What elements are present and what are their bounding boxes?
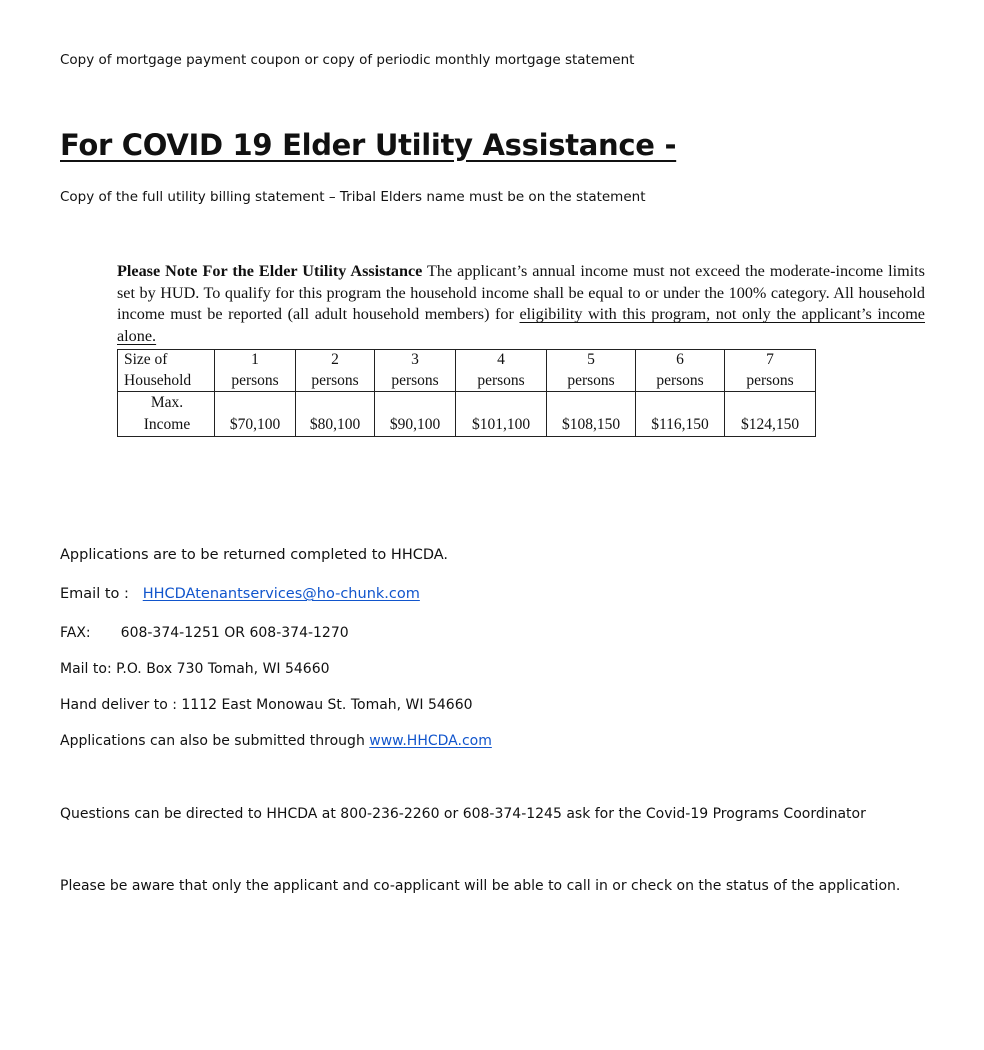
email-row bbox=[60, 586, 420, 602]
note-body: The applicant’s annual income must not exceed the moderate-income limits set by HUD. To qualify for this program the household income shall be equal to or under the 100% category. All household income must be reported (all adult household members) for bbox=[117, 262, 925, 323]
persons-cell: persons bbox=[215, 370, 296, 392]
persons-cell: persons bbox=[725, 370, 816, 392]
mail-label: Mail to: bbox=[60, 661, 112, 677]
status-notice-text: Please be aware that only the applicant and co-applicant will be able to call in or check on the status of the application. bbox=[60, 878, 901, 894]
income-cell: $90,100 bbox=[375, 414, 456, 437]
web-submission-row bbox=[60, 733, 492, 749]
row-label-max: Max. bbox=[118, 392, 215, 415]
persons-cell: persons bbox=[375, 370, 456, 392]
note-bold-lead: Please Note For the Elder Utility Assistance bbox=[117, 262, 423, 280]
size-cell: 4 bbox=[456, 350, 547, 371]
persons-cell: persons bbox=[547, 370, 636, 392]
hand-deliver-label: Hand deliver to : bbox=[60, 697, 177, 713]
size-cell: 3 bbox=[375, 350, 456, 371]
mail-row bbox=[60, 661, 330, 677]
row-label-household: Household bbox=[118, 370, 215, 392]
income-limits-table bbox=[117, 349, 816, 437]
fax-label: FAX: bbox=[60, 625, 91, 641]
income-cell: $70,100 bbox=[215, 414, 296, 437]
size-cell: 6 bbox=[636, 350, 725, 371]
income-cell: $124,150 bbox=[725, 414, 816, 437]
size-cell: 5 bbox=[547, 350, 636, 371]
size-cell: 7 bbox=[725, 350, 816, 371]
row-label-income: Income bbox=[118, 414, 215, 437]
email-label: Email to : bbox=[60, 586, 129, 602]
income-cell: $108,150 bbox=[547, 414, 636, 437]
mail-address: P.O. Box 730 Tomah, WI 54660 bbox=[116, 661, 330, 677]
persons-cell: persons bbox=[296, 370, 375, 392]
utility-requirement-text: Copy of the full utility billing statement – Tribal Elders name must be on the statement bbox=[60, 189, 646, 205]
web-text: Applications can also be submitted through bbox=[60, 733, 365, 749]
website-link[interactable]: www.HHCDA.com bbox=[369, 733, 492, 749]
mortgage-requirement-text: Copy of mortgage payment coupon or copy of periodic monthly mortgage statement bbox=[60, 52, 635, 68]
note-last-line: eligibility with this program, not only the applicant’s income alone. bbox=[117, 305, 925, 345]
income-cell: $80,100 bbox=[296, 414, 375, 437]
hand-deliver-row bbox=[60, 697, 473, 713]
return-instructions: Applications are to be returned completed to HHCDA. bbox=[60, 547, 449, 563]
eligibility-note bbox=[117, 261, 925, 347]
persons-cell: persons bbox=[636, 370, 725, 392]
email-link[interactable]: HHCDAtenantservices@ho-chunk.com bbox=[142, 586, 420, 602]
hand-deliver-address: 1112 East Monowau St. Tomah, WI 54660 bbox=[181, 697, 473, 713]
income-cell: $101,100 bbox=[456, 414, 547, 437]
size-cell: 2 bbox=[296, 350, 375, 371]
row-label-size: Size of bbox=[118, 350, 215, 371]
size-cell: 1 bbox=[215, 350, 296, 371]
income-cell: $116,150 bbox=[636, 414, 725, 437]
fax-row bbox=[60, 625, 349, 641]
questions-text: Questions can be directed to HHCDA at 800-236-2260 or 608-374-1245 ask for the Covid-19 Programs Coordinator bbox=[60, 806, 866, 822]
fax-numbers: 608-374-1251 OR 608-374-1270 bbox=[120, 625, 349, 641]
page-title: For COVID 19 Elder Utility Assistance - bbox=[60, 128, 677, 162]
persons-cell: persons bbox=[456, 370, 547, 392]
